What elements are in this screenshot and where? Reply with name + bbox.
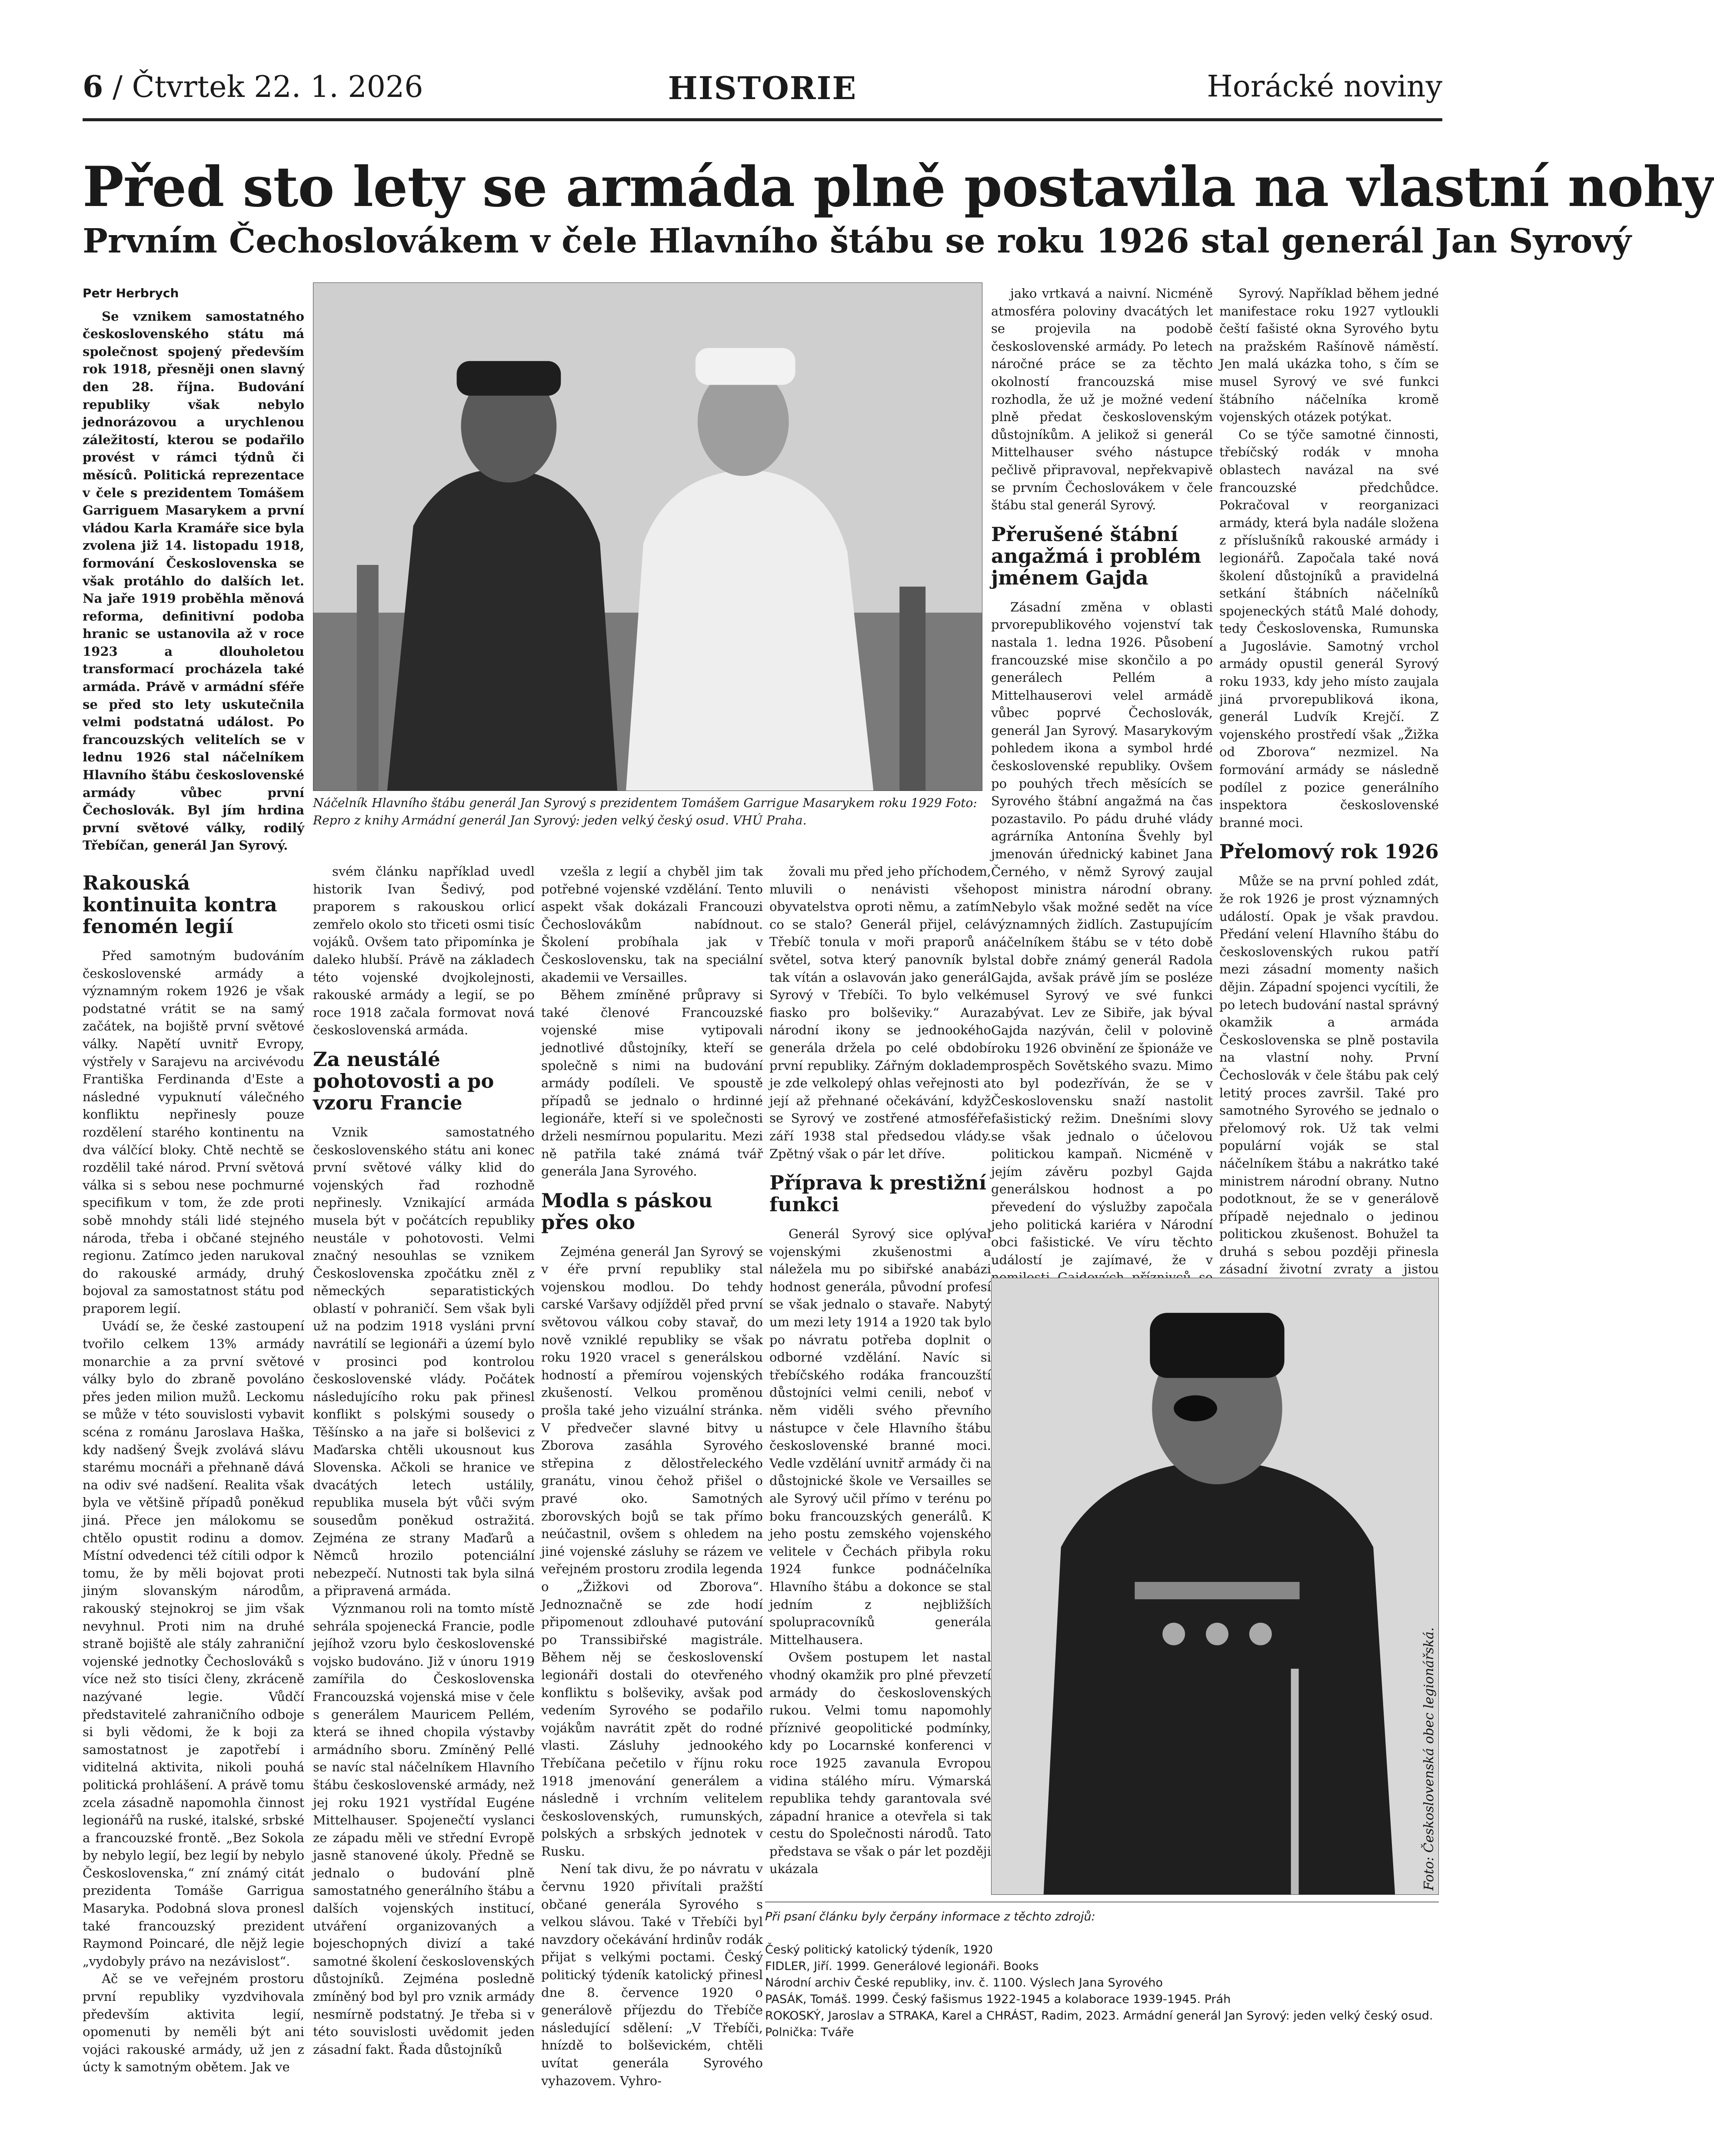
col1-paragraph-1: Před samotným budováním československé armády a významným rokem 1926 je však podstatné vrátit se na samý začátek, na bojiště první světové války. Napětí uvnitř Evropy, výstřely v Sarajevu na arcivévodu Františka Ferdinanda d'Este a následné vypuknutí válečného konfliktu nepřinesly pouze rozdělení starého kontinentu na dva válčící bloky. Chtě nechtě se rozdělil také národ. První světová válka si s sebou nese pochmurné specifikum v tom, že zde proti sobě mnohdy stáli lidé stejného národa, třeba i občané stejného regionu. Zatímco jeden narukoval do rakouské armády, druhý bojoval za samostatnost státu pod praporem legií. xyxy=(83,948,304,1316)
heading-rakouska-kontinuita: Rakouská kontinuita kontra fenomén legií xyxy=(83,871,277,938)
col4b-paragraph-1: žovali mu před jeho příchodem, mluvili o nenávisti všeho obyvatelstva oproti němu, a zatím co se stalo? Generál přijel, celá Třebíč tonula v moři praporů a světel, sotva který panovník byl tak vítán a oslavován jako generál Syrový v Třebíči. To bylo velké fiasko pro bolševiky.“ Aura národní ikony se jednookého generála držela po celé období první republiky. Zářným dokladem je zde velkolepý ohlas veřejnosti a její až přehnané očekávání, když se Syrový ve zostřené atmosféře září 1938 stal předsedou vlády. Zpětný však o pár let dříve. xyxy=(769,864,991,1161)
col4b-paragraph-2: Generál Syrový sice oplýval vojenskými zkušenostmi a náležela mu po sibiřské anabázi hodnost generála, původní profesí se však jednalo o stavaře. Nabytý um mezi lety 1914 a 1920 tak bylo po návratu potřeba doplnit o odborné vzdělání. Navíc si třebíčského rodáka francouzští důstojníci velmi cenili, neboť v něm viděli svého převního nástupce v čele Hlavního štábu československé branné moci. Vedle vzdělání uvnitř armády či na důstojnické škole ve Versailles se ale Syrový učil přímo v terénu po boku francouzských generálů. K jeho postu zemského vojenského velitele v Čechách přibyla roku 1924 funkce podnáčelníka Hlavního štábu a dokonce se stal jedním z nejbližších spolupracovníků generála Mittelhausera. xyxy=(769,1226,991,1647)
sources-heading: Při psaní článku byly čerpány informace z těchto zdrojů: xyxy=(765,1910,1095,1923)
col5-paragraph-3: Může se na první pohled zdát, že rok 1926 je prost významných událostí. Opak je však pravdou. Předání velení Hlavního štábu do československých rukou patří mezi zásadní momenty našich dějin. Západní spojenci vycítili, že po letech budování nastal správný okamžik a armáda Československa se plně postavila na vlastní nohy. První Čechoslovák v čele štábu pak celý letitý proces završil. Také pro samotného Syrového se jednalo o přelomový rok. Už tak velmi populární voják se stal náčelníkem štábu a nakrátko také ministrem národní obrany. Nutno podotknout, že se v generálově případě nejednalo o jedinou politickou zkušenost. Bohužel ta druhá s sebou později přinesla zásadní životní zvraty a jistou xyxy=(1219,874,1439,1277)
source-item: Národní archiv České republiky, inv. č. 1100. Výslech Jana Syrového xyxy=(765,1976,1163,1990)
newspaper-name: Horácké noviny xyxy=(1207,70,1442,104)
source-item: ROKOSKÝ, Jaroslav a STRAKA, Karel a CHRÁST, Radim, 2023. Armádní generál Jan Syrový: jeden velký český osud. Polnička: Tváře xyxy=(765,2009,1433,2039)
lead-column xyxy=(83,285,304,863)
heading-modla: Modla s páskou přes oko xyxy=(541,1189,713,1234)
col4-paragraph-2: Zásadní změna v oblasti prvorepublikového vojenství tak nastala 1. ledna 1926. Působení francouzské mise skončilo a po generálech Pellém a Mittelhauserovi velel armádě vůbec poprvé Čechoslovák, generál Jan Syrový. Masarykovým pohledem ikona a symbol hrdé československé republiky. Ovšem po pouhých třech měsících se Syrového štábní angažmá na čas pozastavilo. Po pádu druhé vlády agrárníka Antonína Švehly byl jmenován úřednický kabinet Jana Černého, v němž Syrový zaujal post ministra národní obrany. Nebylo však možné sedět na více významných židlích. Zastupujícím náčelníkem štábu se v této době stal dobře známý generál Radola Gajda, avšak právě jím se posléze musel Syrový ve své funkci zabývat. Lev ze Sibiře, jak býval Gajda nazýván, čelil v polovině roku 1926 obvinění ze špionáže ve prospěch Sovětského svazu. Mimo to byl podezříván, že se v Československu snaží nastolit fašistický režim. Dnešními slovy se však jednalo o účelovou politickou kampaň. Nicméně v jejím závěru pozbyl Gajda generálskou hodnost a po převedení do výslužby započala jeho politická kariéra v Národní obci fašistické. Ve víru těchto událostí je zajímavé, že v xyxy=(991,599,1213,1267)
col3-paragraph-3: Zejména generál Jan Syrový se v éře první republiky stal vojenskou modlou. Do tehdy carské Varšavy odjížděl před první světovou válkou coby stavař, do nově vzniklé republiky se však roku 1920 vracel s generálskou hodností a přemírou vojenských zkušeností. Velkou proměnou prošla také jeho vizuální stránka. V předvečer slavné bitvy u Zborova zasáhla Syrového střepina z dělostřeleckého granátu, vinou čehož přišel o pravé oko. Samotných zborovských bojů se tak přímo neúčastnil, ovšem s ohledem na jiné vojenské zásluhy se rázem ve veřejném prostoru zrodila legenda o „Žižkovi od Zborova“. Jednoznačně se zde hodí připomenout zdlouhavé putování po Transsibiřské magistrále. Během něj se československí legionáři dostali do otevřeného konfliktu s bolševiky, avšak pod vedením Syrového se podařilo vojákům navrátit zpět do rodné vlasti. Zásluhy jednookého Třebíčana pečetilo v říjnu roku 1918 jmenování generálem a následně i vrchním velitelem československých, rumunských, polských a srbských jednotek v Rusku. xyxy=(541,1244,763,1859)
heading-pohotovosti: Za neustálé pohotovosti a po vzoru Francie xyxy=(313,1047,494,1114)
page-number: 6 xyxy=(83,70,103,104)
col2-paragraph-2: Vznik samostatného československého státu ani konec první světové války klid do vojenských řad rozhodně nepřinesly. Vznikající armáda musela být v počátcích republiky neustále v pohotovosti. Velmi značný nesouhlas se vznikem Československa zpočátku zněl z německých separatistických oblastí v pohraničí. Sem však byli už na podzim 1918 vysláni první navrátilí se legionáři a území bylo v prosinci pod kontrolou československé vlády. Počátek následujícího roku pak přinesl konflikt s polskými sousedy o Těšínsko a na jaře si bolševici z Maďarska chtěli ukousnout kus Slovenska. Ačkoli se hranice ve dvacátých letech ustálily, republika musela být vůči svým sousedům poněkud ostražitá. Zejména ze strany Maďarů a Němců hrozilo potenciální nebezpečí. Nutnosti tak byla silná a připravená armáda. xyxy=(313,1124,535,1598)
photo2-credit: Foto: Československá obec legionářská. xyxy=(1421,1627,1437,1890)
page-header xyxy=(83,70,1442,117)
author-name: Petr Herbrych xyxy=(83,286,179,300)
col4-paragraph-1: jako vrtkavá a naivní. Nicméně atmosféra poloviny dvacátých let se projevila na podobě československé armády. Po letech náročné práce se za těchto okolností francouzská mise rozhodla, že už je možné vedení plně předat československým důstojníkům. A jelikož si generál Mittelhauser svého nástupce pečlivě připravoval, nepřekvapivě se prvním Čechoslovákem v čele štábu stal generál Syrový. xyxy=(991,286,1213,513)
heading-priprava: Příprava k prestižní funkci xyxy=(769,1171,987,1216)
heading-gajda: Přerušené štábní angažmá i problém jménem Gajda xyxy=(991,522,1201,589)
article-title: Před sto lety se armáda plně postavila na vlastní nohy xyxy=(83,155,1714,219)
column-5 xyxy=(1219,285,1439,1277)
issue-date: / Čtvrtek 22. 1. 2026 xyxy=(112,70,423,104)
col3-paragraph-1: vzešla z legií a chyběl jim tak potřebné vojenské vzdělání. Tento aspekt však dokázali Francouzi Čechoslovákům nabídnout. Školení probíhala jak v Československu, tak na speciální akademii ve Versailles. xyxy=(541,864,763,985)
lead-paragraph: Se vznikem samostatného československého státu má společnost spojený především rok 1918, přesněji onen slavný den 28. října. Budování republiky však nebylo jednorázovou a urychlenou záležitostí, kterou se podařilo provést v rámci týdnů či měsíců. Politická reprezentace v čele s prezidentem Tomášem Garriguem Masarykem a první vládou Karla Kramáře sice byla zvolena již 14. listopadu 1918, formování Československa se však protáhlo do dalších let. Na jaře 1919 proběhla měnová reforma, definitivní podoba hranic se ustanovila až v roce 1923 a dlouholetou transformací procházela také armáda. Právě v armádní sféře se před sto lety uskutečnila velmi podstatná událost. Po francouzských velitelích se v lednu 1926 stal náčelníkem Hlavního štábu československé armády vůbec první Čechoslovák. Byl jím hrdina první světové války, rodilý Třebíčan, generál Jan Syrový. xyxy=(83,309,304,853)
section-name: HISTORIE xyxy=(668,70,857,106)
col2-paragraph-1: svém článku například uvedl historik Ivan Šedivý, pod praporem s rakouskou orlicí zemřelo okolo sto třiceti osmi tisíc vojáků. Ovšem tato připomínka je daleko hlubší. Právě na základech této vojenské dvojkolejnosti, rakouské armády a legií, se po roce 1918 začala formovat nová československá armáda. xyxy=(313,864,535,1038)
column-1 xyxy=(83,863,304,2114)
col5-paragraph-1: Syrový. Například během jedné manifestace roku 1927 vytloukli čeští fašisté okna Syrového bytu na pražském Rašínově náměstí. Jen malá ukázka toho, s čím se musel Syrový ve své funkci štábního náčelníka kromě vojenských otázek potýkat. xyxy=(1219,286,1439,425)
column-4-lower xyxy=(769,863,991,1897)
photo-figures-graphic xyxy=(313,283,982,791)
column-4-top xyxy=(991,285,1213,1267)
col3-paragraph-4: Není tak divu, že po návratu v červnu 1920 přivítali pražští občané generála Syrového s velkou slávou. Také v Třebíči byl navzdory očekávání hrdinův rodák přijat s velkými poctami. Český politický týdeník katolický přinesl dne 8. července 1920 o generálově příjezdu do Třebíče následující sdělení: „V Třebíči, hnízdě to bolševickém, chtěli uvítat generála Syrového vyhazovem. Vyhro- xyxy=(541,1861,763,2088)
header-rule xyxy=(83,118,1442,121)
photo1-caption: Náčelník Hlavního štábu generál Jan Syrový s prezidentem Tomášem Garrigue Masarykem roku 1929 Foto: Repro z knihy Armádní generál Jan Syrový: jeden velký český osud. VHÚ Praha. xyxy=(313,796,977,827)
photo-general-syrovy-portrait xyxy=(991,1278,1439,1895)
portrait-graphic xyxy=(992,1278,1438,1894)
column-2 xyxy=(313,863,535,2114)
sources-box xyxy=(765,1901,1439,2106)
col4b-paragraph-3: Ovšem postupem let nastal vhodný okamžik pro plné převzetí armády do československých rukou. Velmi tomu napomohly příznivé geopolitické podmínky, kdy po Locarnské konferenci v roce 1925 zavanula Evropou vidina stálého míru. Výmarská republika tehdy garantovala své západní hranice a otevřela si tak cestu do Společnosti národů. Tato představa se však o pár let později ukázala xyxy=(769,1650,991,1877)
column-3 xyxy=(541,863,763,2114)
source-item: FIDLER, Jiří. 1999. Generálové legionáři. Books xyxy=(765,1960,1039,1973)
source-item: Český politický katolický týdeník, 1920 xyxy=(765,1943,993,1957)
col3-paragraph-2: Během zmíněné průpravy si také členové Francouzské vojenské mise vytipovali jednotlivé důstojníky, kteří se společně s nimi na budování armády podíleli. Ve spoustě případů se jednalo o hrdinné legionáře, kteří si ve společnosti drželi nesmírnou popularitu. Mezi ně patřila také známá tvář generála Jana Syrového. xyxy=(541,987,763,1179)
col2-paragraph-3: Význmanou roli na tomto místě sehrála spojenecká Francie, podle jejíhož vzoru bylo československé vojsko budováno. Již v únoru 1919 zamířila do Československa Francouzská vojenská mise v čele s generálem Mauricem Pellém, která se ihned chopila výstavby armádního sboru. Zmíněný Pellé se navíc stal náčelníkem Hlavního štábu československé armády, než jej roku 1921 vystřídal Eugéne Mittelhauser. Spojenečtí vyslanci ze západu měli ve střední Evropě jasně stanovené úkoly. Předně se jednalo o budování plně samostatného generálního štábu a dalších vojenských institucí, utváření organizovaných a bojeschopných divizí a také samotné školení československých důstojníků. Zejména posledně zmíněný bod byl pro vznik armády nesmírně podstatný. Je třeba si v této souvislosti uvědomit jeden zásadní fakt. Řada důstojníků xyxy=(313,1601,535,2057)
source-item: PASÁK, Tomáš. 1999. Český fašismus 1922-1945 a kolaborace 1939-1945. Práh xyxy=(765,1993,1231,2006)
col5-paragraph-2: Co se týče samotné činnosti, třebíčský rodák v mnoha oblastech navázal na své francouzské předchůdce. Pokračoval v reorganizaci armády, která byla nadále složena z příslušníků rakouské armády i legionářů. Započala také nová školení důstojníků a pravidelná setkání štábních náčelníků spojeneckých států Malé dohody, tedy Československa, Rumunska a Jugoslávie. Samotný vrchol armády opustil generál Syrový roku 1933, kdy jeho místo zaujala jiná prvorepubliková ikona, generál Ludvík Krejčí. Z vojenského prostředí však „Žižka od Zborova“ nezmizel. Na formování armády se následně podílel z pozice generálního inspektora československé branné moci. xyxy=(1219,427,1439,830)
heading-prelomovy-rok: Přelomový rok 1926 xyxy=(1219,840,1439,864)
col1-paragraph-3: Ač se ve veřejném prostoru první republiky vyzdvihovala především aktivita legií, opomenuti by neměli být ani vojáci rakouské armády, už jen z úcty k samotným obětem. Jak ve xyxy=(83,1971,304,2075)
col1-paragraph-2: Uvádí se, že české zastoupení tvořilo celkem 13% armády monarchie a za první světové války bylo do zbraně povoláno přes jeden milion mužů. Leckomu se může v této souvislosti vybavit scéna z románu Jaroslava Haška, kdy nadšený Švejk zvolává slávu starému mocnáři a přehnaně dává na odiv své nadšení. Realita však byla ve většině případů poněkud jiná. Přece jen málokomu se chtělo opustit rodinu a domov. Místní odvedenci též cítili odpor k tomu, že by měli bojovat proti jiným slovanským národům, rakouský stejnokroj se jim však nevyhnul. Proti nim na druhé straně bojiště ale stály zahraniční vojenské jednotky Čechoslováků s více než sto tisíci členy, zkráceně nazývané legie. Vůdčí představitelé zahraničního odboje si byli vědomi, že k boji za samostatnost je zapotřebí i viditelná aktivita, nikoli pouhá politická prohlášení. A právě tomu zcela zásadně napomohla činnost legionářů na ruské, italské, srbské a francouzské frontě. „Bez Sokola by nebylo legií, bez legií by nebylo Československa,“ zní známý citát prezidenta Tomáše Garrigua Masaryka. Podobná slova pronesl také francouzský prezident Raymond Poincaré, dle nějž legie „vydobyly právo na nezávislost“. xyxy=(83,1319,304,1969)
photo-syrovy-masaryk xyxy=(313,282,982,791)
article-subtitle: Prvním Čechoslovákem v čele Hlavního štábu se roku 1926 stal generál Jan Syrový xyxy=(83,222,1631,261)
